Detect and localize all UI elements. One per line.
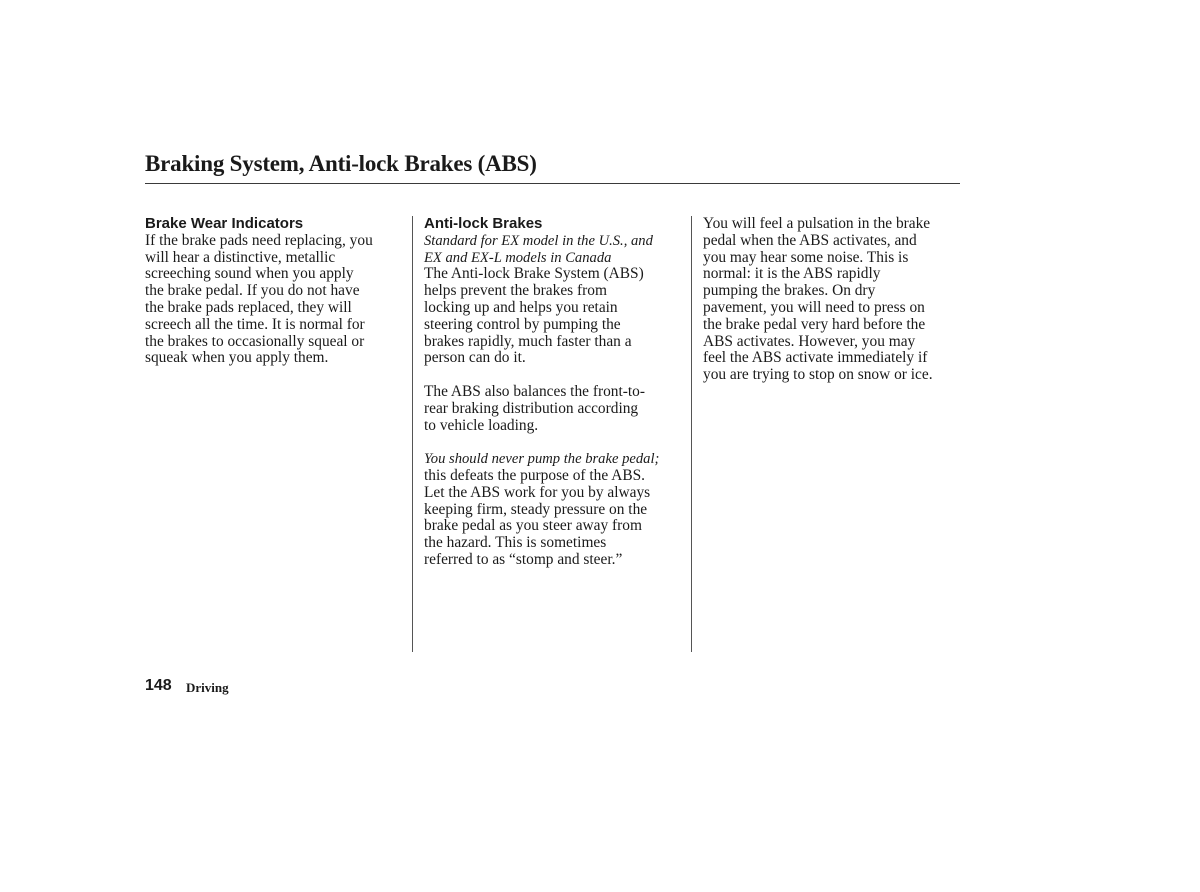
page-title: Braking System, Anti-lock Brakes (ABS) — [145, 151, 537, 176]
abs-availability-note: EX and EX-L models in Canada — [424, 249, 612, 266]
abs-paragraph-line: brakes rapidly, much faster than a — [424, 332, 632, 350]
brake-wear-column — [145, 216, 407, 367]
abs-heading: Anti-lock Brakes — [424, 215, 543, 232]
brake-wear-line: the brake pedal. If you do not have — [145, 282, 360, 300]
pulsation-line: normal: it is the ABS rapidly — [703, 265, 881, 283]
abs-paragraph-line: Let the ABS work for you by always — [424, 483, 651, 501]
abs-paragraph-line: this defeats the purpose of the ABS. — [424, 466, 645, 484]
section-name: Driving — [186, 680, 229, 695]
abs-paragraph-line: rear braking distribution according — [424, 399, 639, 417]
abs-paragraph-line: referred to as “stomp and steer.” — [424, 550, 623, 568]
pulsation-line: You will feel a pulsation in the brake — [703, 215, 931, 232]
pulsation-line: pavement, you will need to press on — [703, 298, 925, 316]
pulsation-line: pedal when the ABS activates, and — [703, 231, 917, 249]
column-divider — [691, 216, 692, 652]
brake-wear-line: screeching sound when you apply — [145, 265, 354, 283]
pulsation-line: ABS activates. However, you may — [703, 332, 916, 350]
pulsation-line: feel the ABS activate immediately if — [703, 349, 928, 367]
abs-paragraph-line: helps prevent the brakes from — [424, 282, 607, 300]
brake-wear-line: screech all the time. It is normal for — [145, 315, 365, 333]
abs-paragraph-line: locking up and helps you retain — [424, 298, 618, 316]
pulsation-line: pumping the brakes. On dry — [703, 282, 876, 300]
brake-wear-line: If the brake pads need replacing, you — [145, 231, 373, 249]
abs-warning-emphasis: You should never pump the brake pedal; — [424, 451, 660, 468]
paragraph-gap — [424, 434, 686, 451]
brake-wear-line: will hear a distinctive, metallic — [145, 248, 336, 266]
abs-paragraph-line: brake pedal as you steer away from — [424, 517, 642, 535]
brake-wear-line: the brake pads replaced, they will — [145, 298, 352, 316]
abs-paragraph-line: person can do it. — [424, 349, 526, 367]
abs-paragraph-line: keeping firm, steady pressure on the — [424, 500, 648, 518]
abs-paragraph-line: steering control by pumping the — [424, 315, 621, 333]
pulsation-line: you are trying to stop on snow or ice. — [703, 366, 933, 384]
abs-column — [424, 216, 686, 569]
brake-wear-line: the brakes to occasionally squeal or — [145, 332, 365, 350]
column-divider — [412, 216, 413, 652]
page-number: 148 — [145, 677, 172, 694]
title-rule — [145, 183, 960, 184]
pulsation-line: you may hear some noise. This is — [703, 248, 909, 266]
pulsation-line: the brake pedal very hard before the — [703, 315, 926, 333]
brake-wear-heading: Brake Wear Indicators — [145, 215, 304, 232]
abs-availability-note: Standard for EX model in the U.S., and — [424, 232, 653, 249]
paragraph-gap — [424, 367, 686, 384]
abs-paragraph-line: to vehicle loading. — [424, 416, 539, 434]
abs-pulsation-column — [703, 216, 965, 384]
abs-paragraph-line: The Anti-lock Brake System (ABS) — [424, 265, 644, 283]
abs-paragraph-line: The ABS also balances the front-to- — [424, 382, 645, 400]
brake-wear-line: squeak when you apply them. — [145, 349, 329, 367]
abs-paragraph-line: the hazard. This is sometimes — [424, 534, 607, 552]
